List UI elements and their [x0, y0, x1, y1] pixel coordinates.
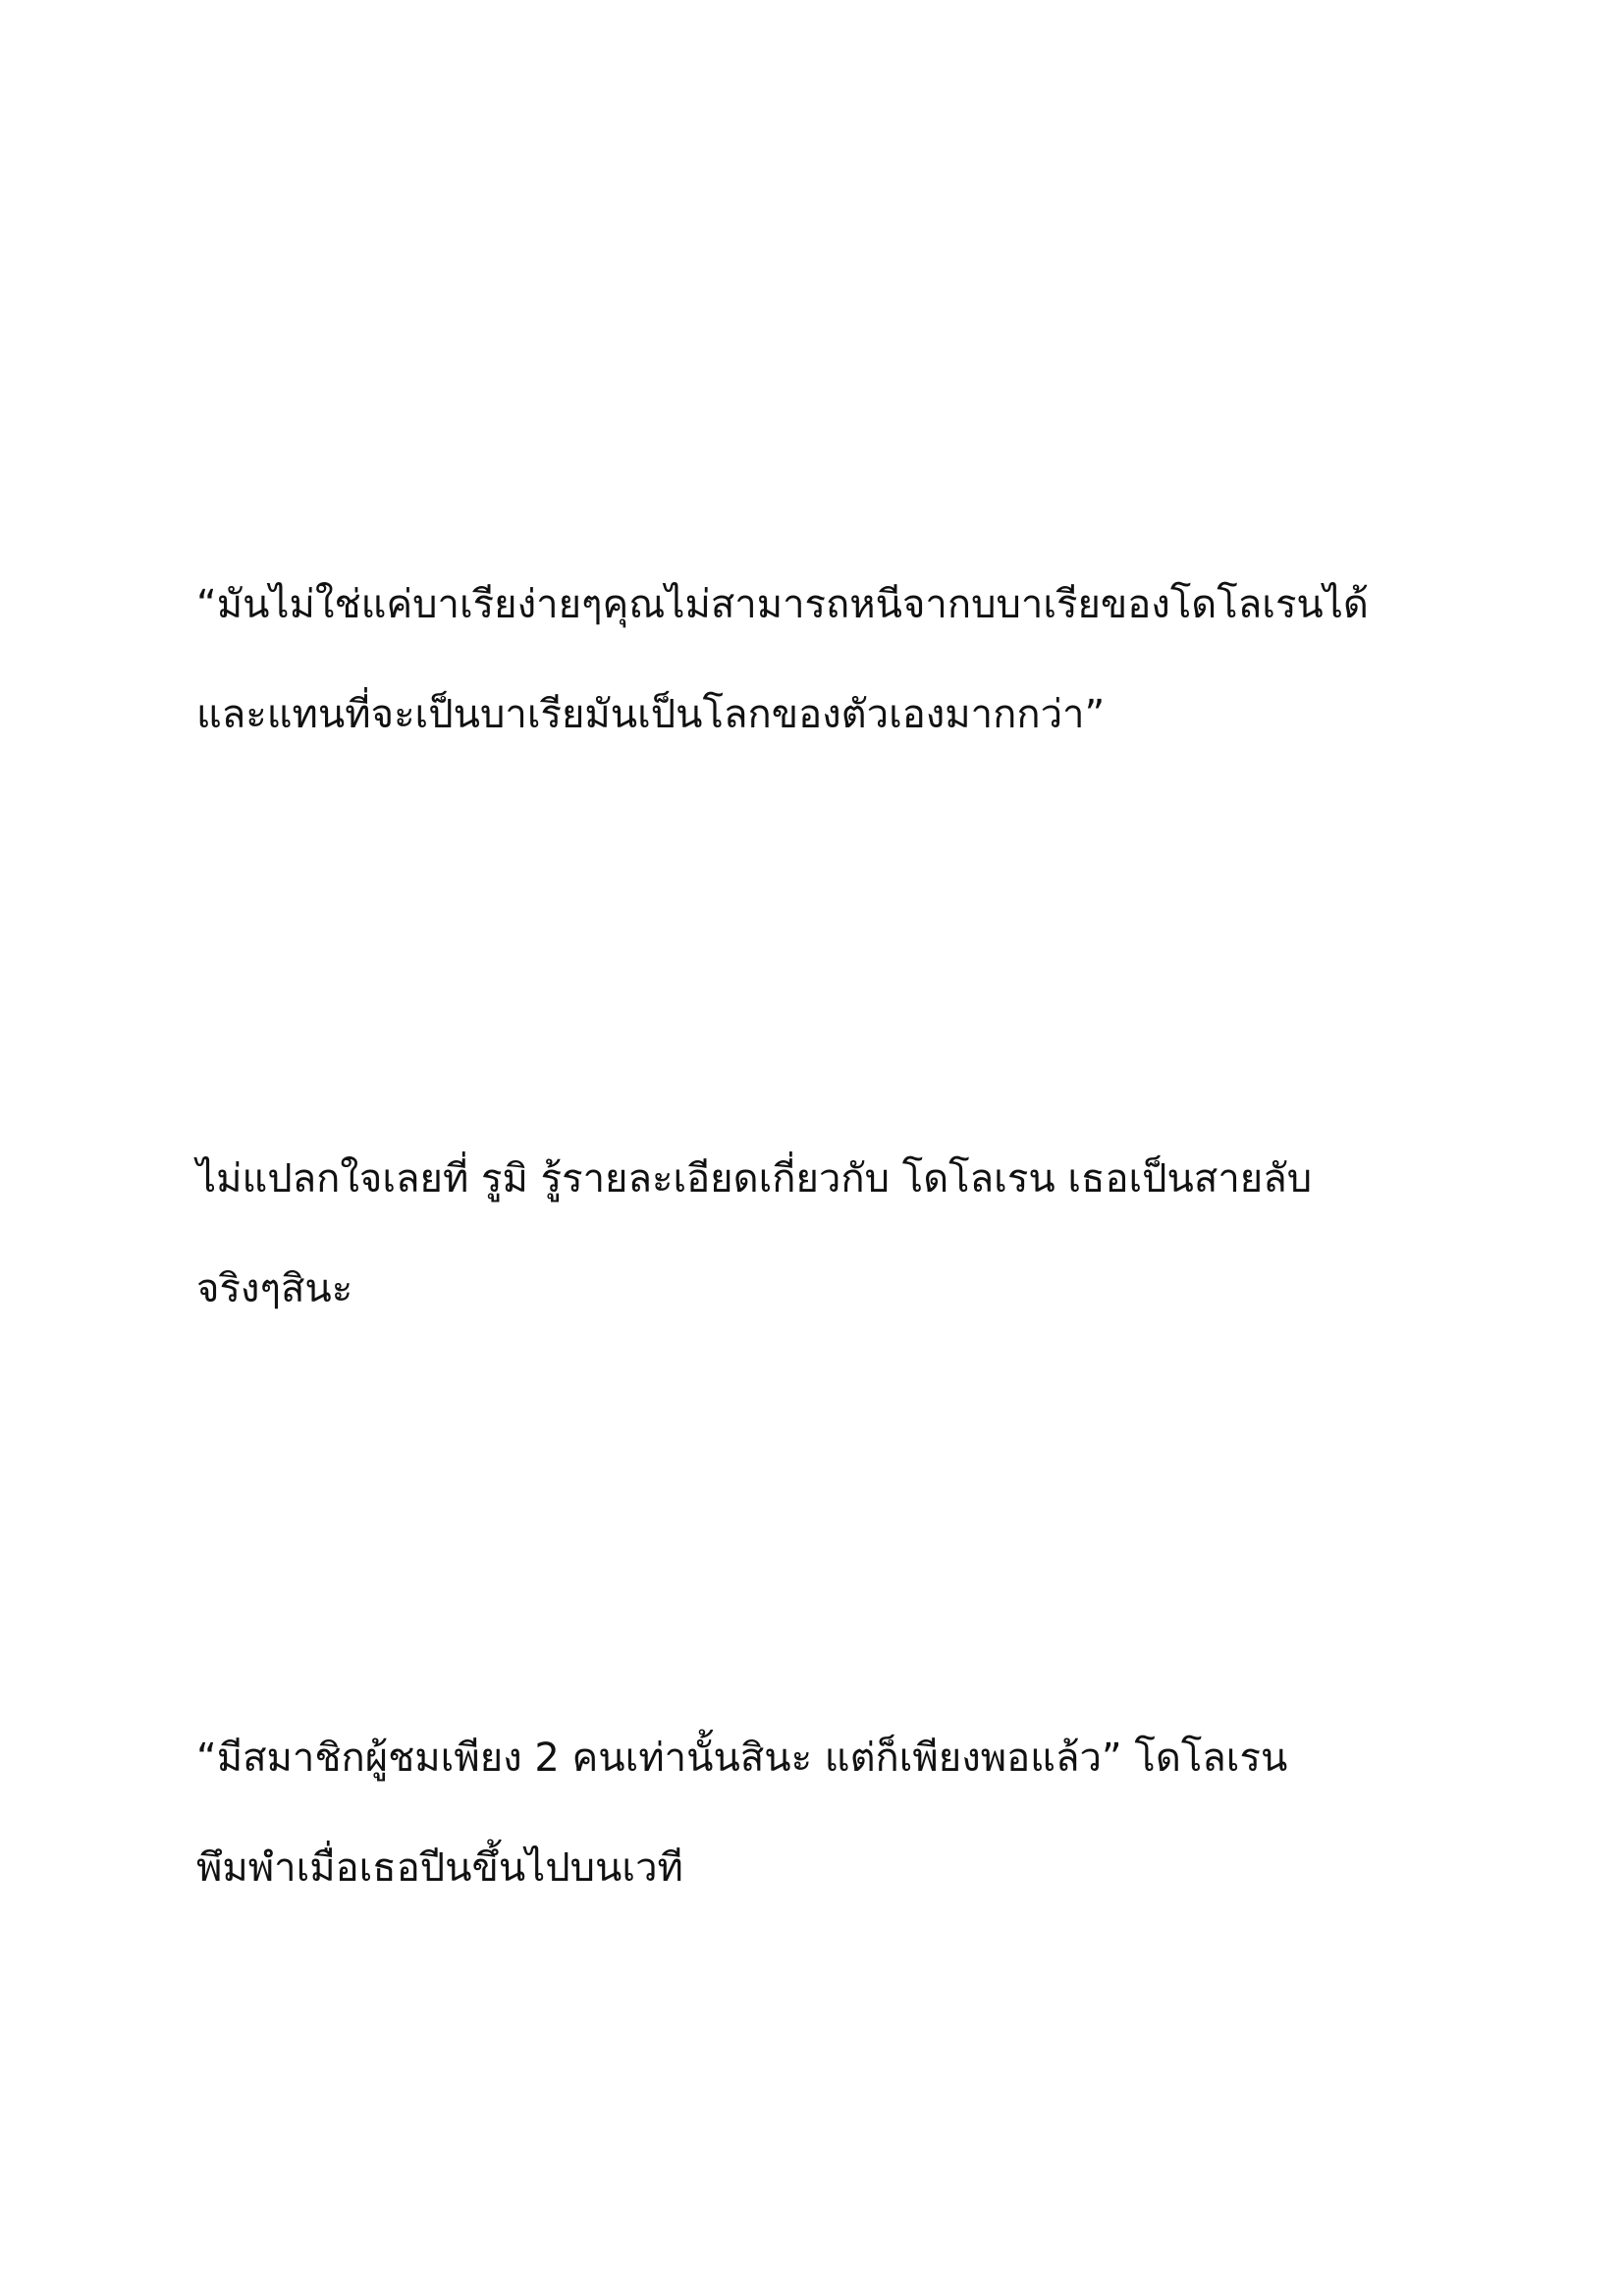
paragraph-2-line-1: ไม่แปลกใจเลยที่ รูมิ รู้รายละเอียดเกี่ยวกับ โดโลเรน เธอเป็นสายลับ [196, 1156, 1313, 1201]
paragraph-3-line-2: พึมพำเมื่อเธอปีนขึ้นไปบนเวที [196, 1845, 683, 1891]
paragraph-2 [196, 1124, 1434, 1344]
paragraph-1-line-1: “มันไม่ใช่แค่บาเรียง่ายๆคุณไม่สามารถหนีจากบบาเรียของโดโลเรนได้ [196, 582, 1369, 627]
paragraph-3-line-1: “มีสมาชิกผู้ชมเพียง 2 คนเท่านั้นสินะ แต่ก็เพียงพอแล้ว” โดโลเรน [196, 1735, 1288, 1781]
paragraph-1 [196, 550, 1434, 770]
paragraph-2-line-2: จริงๆสินะ [196, 1266, 353, 1311]
paragraph-1-line-2: และแทนที่จะเป็นบาเรียมันเป็นโลกของตัวเองมากกว่า” [196, 692, 1106, 737]
paragraph-3 [196, 1703, 1434, 1923]
